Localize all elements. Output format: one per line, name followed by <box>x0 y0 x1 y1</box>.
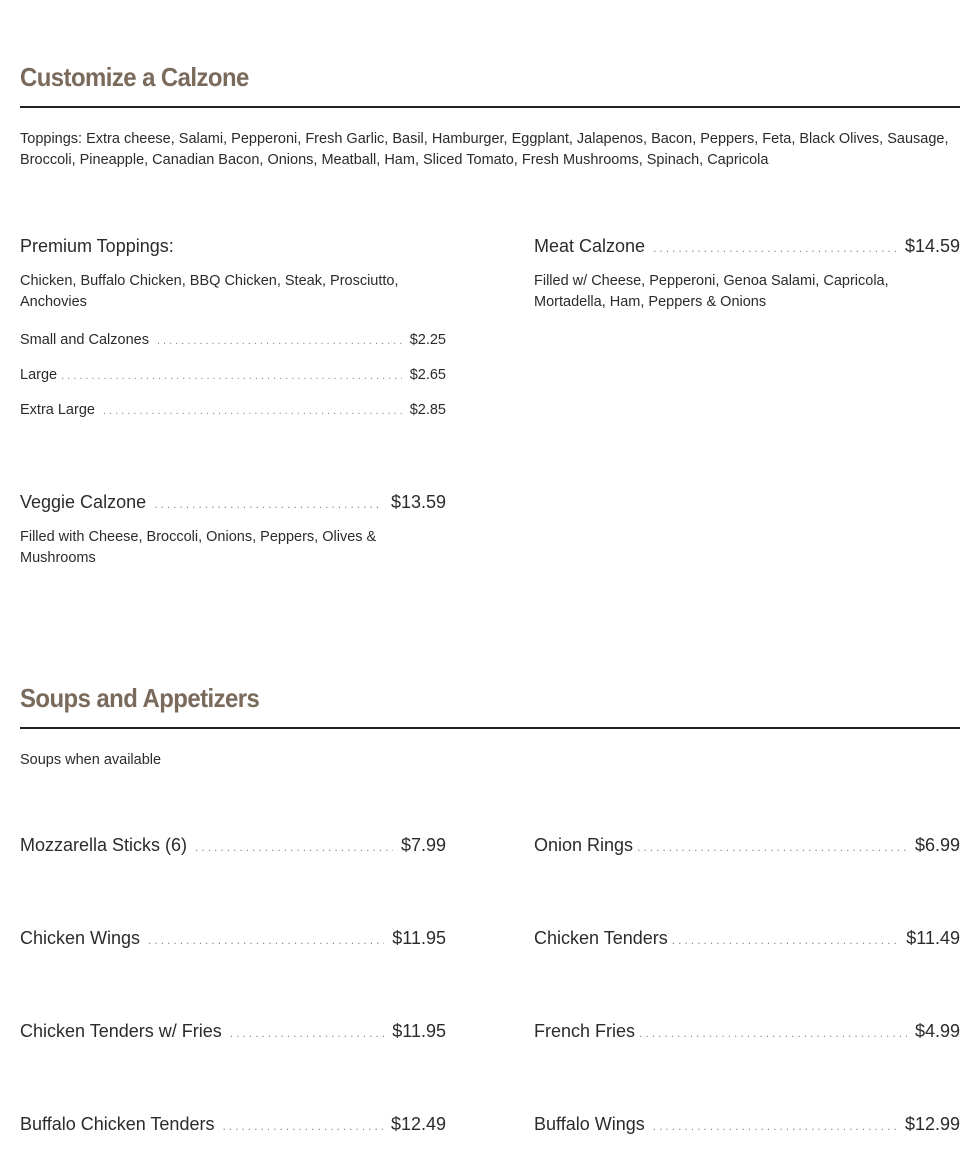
item-name: Onion Rings <box>534 835 634 855</box>
item-price: $12.99 <box>904 1114 960 1134</box>
section-divider <box>20 727 960 729</box>
item-name: Extra Large <box>20 402 95 418</box>
leader-dots <box>637 840 907 854</box>
menu-item-veggie-calzone <box>20 492 446 513</box>
menu-item <box>20 402 446 418</box>
section-title-soups: Soups and Appetizers <box>20 683 260 713</box>
item-price: $14.59 <box>904 236 960 256</box>
item-price: $6.99 <box>914 835 960 855</box>
menu-item <box>20 1114 446 1135</box>
leader-dots <box>157 335 402 347</box>
menu-item <box>20 1021 446 1042</box>
leader-dots <box>222 1119 382 1133</box>
leader-dots <box>653 1119 897 1133</box>
item-price: $12.49 <box>390 1114 446 1134</box>
item-name: Large <box>20 367 58 383</box>
leader-dots <box>639 1026 907 1040</box>
item-name: Buffalo Chicken Tenders <box>20 1114 215 1134</box>
premium-toppings-desc: Chicken, Buffalo Chicken, BBQ Chicken, Steak, Prosciutto, Anchovies <box>20 273 399 310</box>
section-divider <box>20 106 960 108</box>
item-price: $11.95 <box>392 928 446 948</box>
leader-dots <box>230 1026 385 1040</box>
leader-dots <box>653 241 897 255</box>
item-name: Chicken Tenders w/ Fries <box>20 1021 222 1041</box>
toppings-list: Toppings: Extra cheese, Salami, Pepperoni, Fresh Garlic, Basil, Hamburger, Eggplant, Jalapenos, Bacon, Peppers, Feta, Black Olives, Sausage, Broccoli, Pineapple, Canadian Bacon, Onions, Meatball, Ham, Sliced Tomato, Fresh Mushrooms, Spinach, Capricola <box>20 131 949 168</box>
item-name: Mozzarella Sticks (6) <box>20 835 188 855</box>
meat-calzone-desc: Filled w/ Cheese, Pepperoni, Genoa Salami, Capricola, Mortadella, Ham, Peppers & Onions <box>534 273 889 310</box>
menu-item <box>20 367 446 383</box>
menu-item <box>534 928 960 949</box>
leader-dots <box>672 933 899 947</box>
item-price: $11.95 <box>392 1021 446 1041</box>
leader-dots <box>61 370 402 382</box>
leader-dots <box>103 405 402 417</box>
soups-note: Soups when available <box>20 752 162 768</box>
item-price: $2.25 <box>409 332 446 348</box>
menu-item-meat-calzone <box>534 236 960 257</box>
item-name: Meat Calzone <box>534 236 646 256</box>
leader-dots <box>154 497 383 511</box>
item-price: $7.99 <box>400 835 446 855</box>
item-price: $4.99 <box>914 1021 960 1041</box>
item-price: $13.59 <box>390 492 446 512</box>
item-price: $2.65 <box>409 367 446 383</box>
section-title-calzone: Customize a Calzone <box>20 62 249 92</box>
leader-dots <box>148 933 384 947</box>
item-name: Chicken Tenders <box>534 928 668 948</box>
item-name: Buffalo Wings <box>534 1114 645 1134</box>
item-name: Veggie Calzone <box>20 492 147 512</box>
menu-item <box>20 835 446 856</box>
menu-item <box>20 928 446 949</box>
menu-item <box>20 332 446 348</box>
menu-item <box>534 1021 960 1042</box>
veggie-calzone-desc: Filled with Cheese, Broccoli, Onions, Peppers, Olives & Mushrooms <box>20 529 377 566</box>
item-name: Chicken Wings <box>20 928 141 948</box>
menu-item <box>534 1114 960 1135</box>
menu-item <box>534 835 960 856</box>
leader-dots <box>195 840 393 854</box>
premium-toppings-heading: Premium Toppings: <box>20 236 174 256</box>
item-price: $2.85 <box>409 402 446 418</box>
item-price: $11.49 <box>906 928 960 948</box>
item-name: Small and Calzones <box>20 332 149 348</box>
item-name: French Fries <box>534 1021 636 1041</box>
